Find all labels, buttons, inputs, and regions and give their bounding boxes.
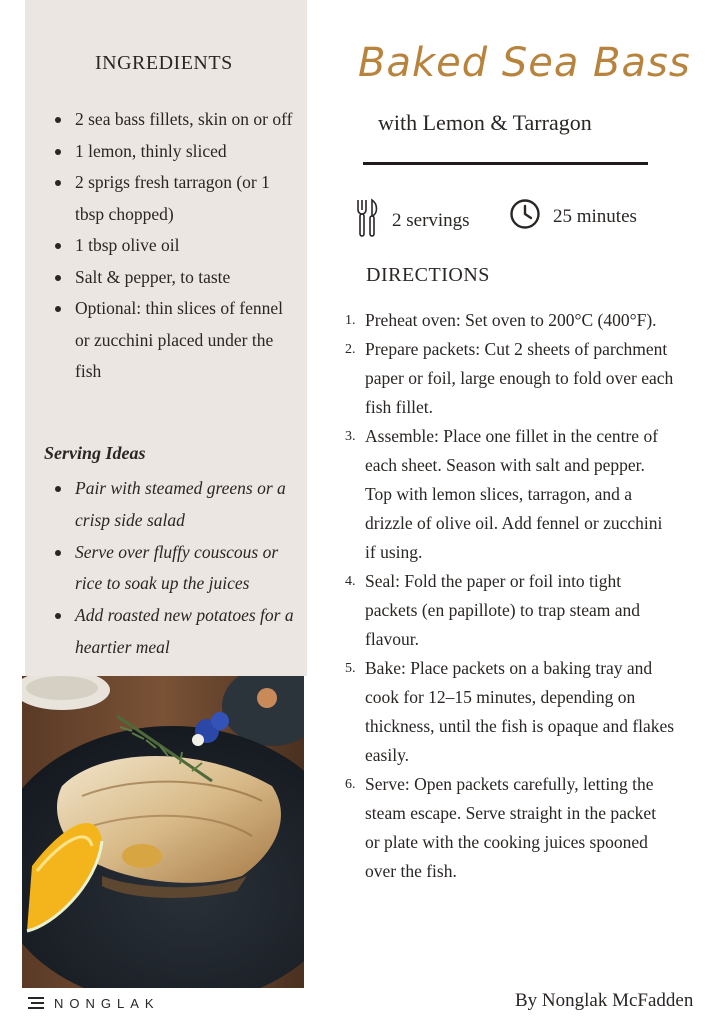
step-number: 6. (345, 777, 356, 792)
serving-ideas-list (55, 473, 295, 664)
time-info (509, 198, 637, 236)
list-item (345, 567, 675, 654)
list-item: 1 lemon, thinly sliced (55, 136, 295, 168)
step-number: 1. (345, 313, 356, 328)
list-item (345, 306, 675, 335)
list-item: 1 tbsp olive oil (55, 230, 295, 262)
servings-info (356, 198, 470, 244)
list-item: 2 sea bass fillets, skin on or off (55, 104, 295, 136)
brand-logo (28, 994, 160, 1013)
step-text: Bake: Place packets on a baking tray and cook for 12–15 minutes, depending on thickness, until the fish is opaque and flakes easily. (365, 658, 675, 765)
step-text: Serve: Open packets carefully, letting the steam escape. Serve straight in the packet or plate with the cooking juices spooned over the fish. (365, 774, 657, 881)
step-text: Seal: Fold the paper or foil into tight packets (en papillote) to trap steam and flavour. (365, 571, 641, 649)
list-item (345, 770, 675, 886)
recipe-title: Baked Sea Bass (358, 40, 691, 86)
serving-ideas-heading: Serving Ideas (44, 443, 146, 463)
list-item: Optional: thin slices of fennel or zucchini placed under the fish (55, 293, 295, 388)
step-number: 5. (345, 661, 356, 676)
step-text: Preheat oven: Set oven to 200°C (400°F). (365, 310, 657, 330)
title-divider (363, 162, 648, 165)
list-item: Serve over fluffy couscous or rice to soak up the juices (55, 537, 295, 601)
list-item: Add roasted new potatoes for a heartier meal (55, 600, 295, 664)
step-text: Prepare packets: Cut 2 sheets of parchment paper or foil, large enough to fold over each fish fillet. (365, 339, 674, 417)
fork-knife-icon (356, 198, 378, 244)
recipe-subtitle: with Lemon & Tarragon (378, 110, 592, 135)
dish-photo (22, 676, 304, 988)
clock-icon (509, 198, 541, 236)
ingredients-list (55, 104, 295, 388)
list-item (345, 654, 675, 770)
list-item: 2 sprigs fresh tarragon (or 1 tbsp chopped) (55, 167, 295, 230)
directions-list (345, 306, 675, 886)
step-number: 2. (345, 342, 356, 357)
brand-logo-icon (28, 994, 44, 1013)
step-number: 4. (345, 574, 356, 589)
list-item: Salt & pepper, to taste (55, 262, 295, 294)
list-item (345, 335, 675, 422)
ingredients-heading: INGREDIENTS (95, 52, 233, 74)
step-text: Assemble: Place one fillet in the centre of each sheet. Season with salt and pepper. Top with lemon slices, tarragon, and a drizzle of olive oil. Add fennel or zucchini if using. (365, 426, 663, 562)
step-number: 3. (345, 429, 356, 444)
author-credit: By Nonglak McFadden (515, 990, 694, 1011)
list-item: Pair with steamed greens or a crisp side salad (55, 473, 295, 537)
servings-text: 2 servings (392, 210, 470, 231)
time-text: 25 minutes (553, 206, 637, 227)
list-item (345, 422, 675, 567)
directions-heading: DIRECTIONS (366, 264, 490, 286)
brand-name: NONGLAK (54, 996, 160, 1011)
